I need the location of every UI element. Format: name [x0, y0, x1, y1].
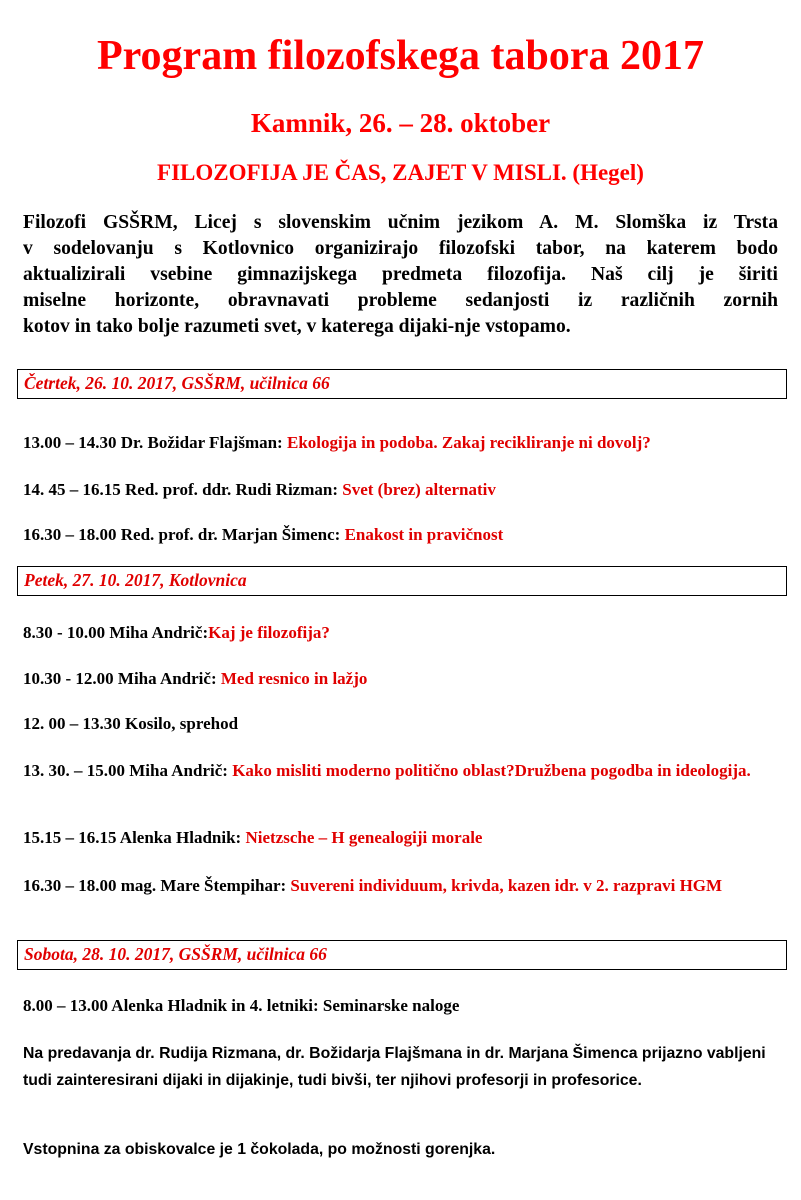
item-speaker: 14. 45 – 16.15 Red. prof. ddr. Rudi Rizman:: [23, 480, 343, 499]
day-heading-saturday: [17, 940, 787, 970]
schedule-item: [23, 711, 783, 736]
place-date: Kamnik, 26. – 28. oktober: [250, 108, 551, 138]
item-topic: Svet (brez) alternativ: [342, 480, 496, 499]
item-speaker: 13. 30. – 15.00 Miha Andrič:: [23, 761, 233, 780]
intro-line: v sodelovanju s Kotlovnico organizirajo filozofski tabor, na katerem bodo: [23, 238, 778, 259]
schedule-item: [23, 825, 783, 850]
item-topic: Suvereni individuum, krivda, kazen idr. v 2. razpravi HGM: [290, 876, 723, 895]
item-topic: Kaj je filozofija?: [208, 623, 330, 642]
item-topic: Nietzsche – H genealogiji morale: [245, 828, 483, 847]
schedule-item: [23, 873, 723, 898]
day-heading-text: Sobota, 28. 10. 2017, GSŠRM, učilnica 66: [24, 944, 327, 964]
day-heading-text: Četrtek, 26. 10. 2017, GSŠRM, učilnica 66: [24, 373, 330, 393]
item-topic: Enakost in pravičnost: [344, 525, 504, 544]
item-topic: Kako misliti moderno politično oblast?Družbena pogodba in ideologija.: [232, 761, 751, 780]
schedule-item: [23, 477, 783, 502]
item-topic: Med resnico in lažjo: [220, 669, 368, 688]
intro-line: aktualizirali vsebine gimnazijskega predmeta filozofija. Naš cilj je širiti: [23, 264, 778, 285]
item-speaker: 8.00 – 13.00 Alenka Hladnik in 4. letniki: Seminarske naloge: [23, 996, 460, 1015]
schedule-item: [23, 430, 783, 455]
day-heading-thursday: [17, 369, 787, 399]
item-speaker: 15.15 – 16.15 Alenka Hladnik:: [23, 828, 246, 847]
intro-line: miselne horizonte, obravnavati probleme sedanjosti iz različnih zornih: [23, 290, 778, 311]
intro-line: Filozofi GSŠRM, Licej s slovenskim učnim jezikom A. M. Slomška iz Trsta: [23, 212, 778, 233]
intro-line: kotov in tako bolje razumeti svet, v katerega dijaki-nje vstopamo.: [23, 316, 571, 337]
schedule-item: [23, 522, 783, 547]
schedule-item: [23, 758, 763, 783]
schedule-item: [23, 993, 783, 1018]
motto: FILOZOFIJA JE ČAS, ZAJET V MISLI. (Hegel): [157, 160, 644, 185]
schedule-item: [23, 620, 783, 645]
intro-paragraph: [23, 210, 778, 340]
item-speaker: 16.30 – 18.00 mag. Mare Štempihar:: [23, 876, 291, 895]
day-heading-friday: [17, 566, 787, 596]
item-topic: Ekologija in podoba. Zakaj recikliranje ni dovolj?: [286, 433, 651, 452]
invitation-note: Na predavanja dr. Rudija Rizmana, dr. Božidarja Flajšmana in dr. Marjana Šimenca prijazno vabljeni tudi zainteresirani dijaki in dijakinje, tudi bivši, ter njihovi profesorji in profesorice.: [23, 1045, 766, 1089]
page-title: Program filozofskega tabora 2017: [97, 33, 704, 79]
item-speaker: 8.30 - 10.00 Miha Andrič:: [23, 623, 209, 642]
day-heading-text: Petek, 27. 10. 2017, Kotlovnica: [24, 570, 247, 590]
item-speaker: 10.30 - 12.00 Miha Andrič:: [23, 669, 221, 688]
item-speaker: 16.30 – 18.00 Red. prof. dr. Marjan Šimenc:: [23, 525, 345, 544]
schedule-item: [23, 666, 783, 691]
entry-note: Vstopnina za obiskovalce je 1 čokolada, po možnosti gorenjka.: [23, 1141, 496, 1158]
item-speaker: 13.00 – 14.30 Dr. Božidar Flajšman:: [23, 433, 287, 452]
item-speaker: 12. 00 – 13.30 Kosilo, sprehod: [23, 714, 239, 733]
